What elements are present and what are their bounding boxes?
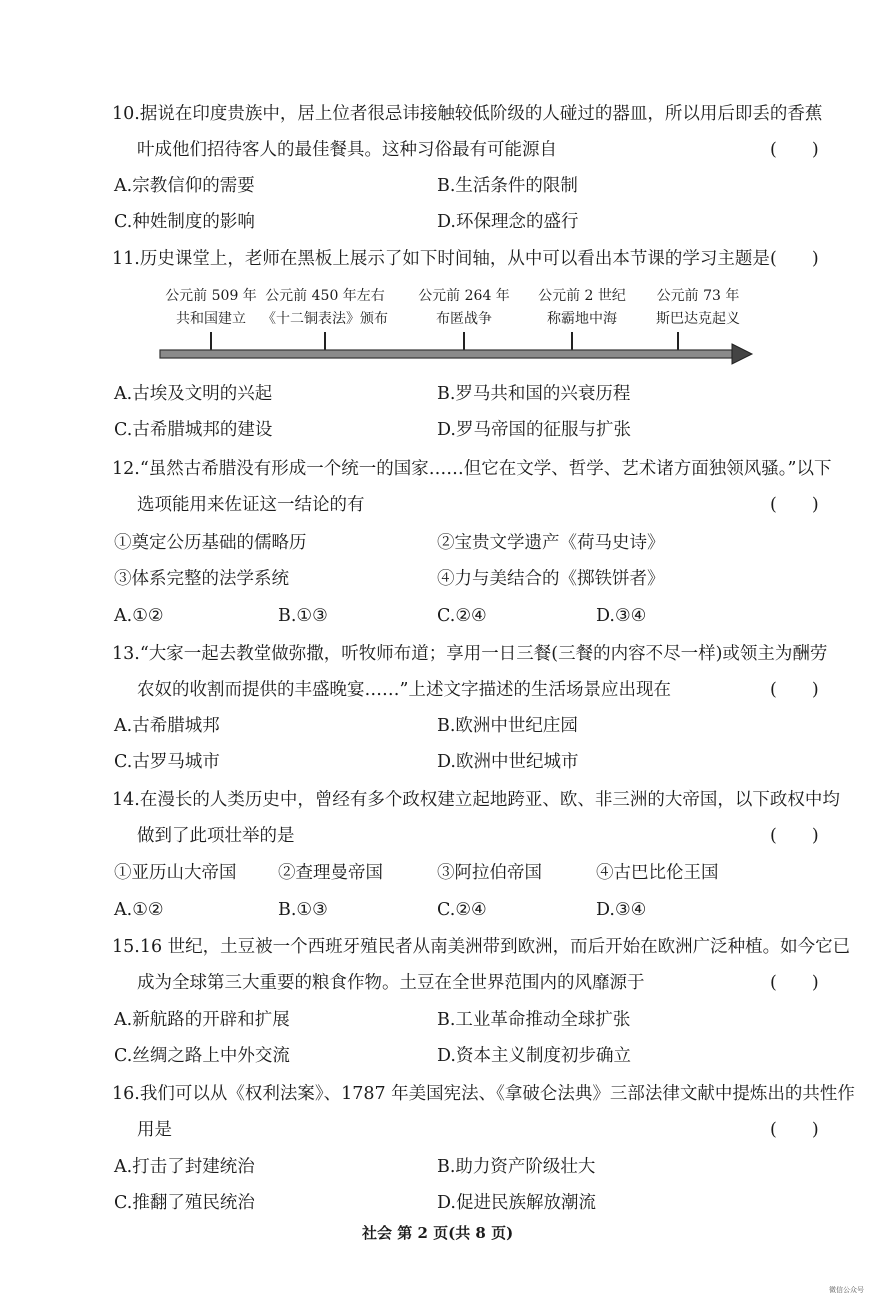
q11-stem-line1: 11.历史课堂上，老师在黑板上展示了如下时间轴，从中可以看出本节课的学习主题是 [112, 249, 770, 269]
q13-answer-bracket: ( ) [770, 680, 819, 700]
q15-stem-line1: 15.16 世纪，土豆被一个西班牙殖民者从南美洲带到欧洲，而后开始在欧洲广泛种植。如今它已 [112, 937, 851, 957]
timeline-event-5: 斯巴达克起义 [656, 311, 740, 327]
q15-option-d: D.资本主义制度初步确立 [437, 1046, 631, 1066]
q14-option-a: A.①② [114, 900, 164, 920]
q12-stem-line2: 选项能用来佐证这一结论的有 [137, 495, 365, 515]
q14-stem-line2: 做到了此项壮举的是 [137, 826, 295, 846]
page-footer: 社会 第 2 页(共 8 页) [362, 1224, 514, 1242]
q10-option-a: A.宗教信仰的需要 [114, 176, 255, 196]
q12-item-2: ②宝贵文学遗产《荷马史诗》 [437, 533, 665, 553]
q11-option-b: B.罗马共和国的兴衰历程 [437, 384, 631, 404]
timeline-date-3: 公元前 264 年 [418, 288, 510, 304]
q11-option-a: A.古埃及文明的兴起 [114, 384, 273, 404]
q14-option-d: D.③④ [596, 900, 647, 920]
q13-stem-line2: 农奴的收割而提供的丰盛晚宴……”上述文字描述的生活场景应出现在 [137, 680, 671, 700]
q10-option-c: C.种姓制度的影响 [114, 212, 255, 232]
q11-option-c: C.古希腊城邦的建设 [114, 420, 273, 440]
q13-option-b: B.欧洲中世纪庄园 [437, 716, 578, 736]
q14-item-2: ②查理曼帝国 [278, 863, 383, 883]
q13-option-a: A.古希腊城邦 [114, 716, 220, 736]
q12-answer-bracket: ( ) [770, 495, 819, 515]
q14-option-b: B.①③ [278, 900, 328, 920]
q16-option-a: A.打击了封建统治 [114, 1157, 255, 1177]
q10-answer-bracket: ( ) [770, 140, 819, 160]
q15-option-a: A.新航路的开辟和扩展 [114, 1010, 290, 1030]
q12-option-c: C.②④ [437, 606, 487, 626]
q14-answer-bracket: ( ) [770, 826, 819, 846]
q11-answer-bracket: ( ) [770, 249, 819, 269]
q14-item-3: ③阿拉伯帝国 [437, 863, 542, 883]
timeline-date-1: 公元前 509 年 [165, 288, 257, 304]
q15-answer-bracket: ( ) [770, 973, 819, 993]
q16-answer-bracket: ( ) [770, 1120, 819, 1140]
q13-stem-line1: 13.“大家一起去教堂做弥撒，听牧师布道；享用一日三餐(三餐的内容不尽一样)或领主为酬劳 [112, 644, 828, 664]
q12-option-a: A.①② [114, 606, 164, 626]
timeline-date-2: 公元前 450 年左右 [265, 288, 385, 304]
q16-stem-line2: 用是 [137, 1120, 172, 1140]
timeline-event-4: 称霸地中海 [547, 311, 617, 327]
q12-option-b: B.①③ [278, 606, 328, 626]
q15-option-b: B.工业革命推动全球扩张 [437, 1010, 631, 1030]
q15-option-c: C.丝绸之路上中外交流 [114, 1046, 290, 1066]
q10-stem-line2: 叶成他们招待客人的最佳餐具。这种习俗最有可能源自 [137, 140, 557, 160]
q16-option-c: C.推翻了殖民统治 [114, 1193, 255, 1213]
q14-stem-line1: 14.在漫长的人类历史中，曾经有多个政权建立起地跨亚、欧、非三洲的大帝国，以下政权中均 [112, 790, 840, 810]
q13-option-d: D.欧洲中世纪城市 [437, 752, 579, 772]
q10-stem-line1: 10.据说在印度贵族中，居上位者很忌讳接触较低阶级的人碰过的器皿，所以用后即丢的香蕉 [112, 104, 823, 124]
q12-stem-line1: 12.“虽然古希腊没有形成一个统一的国家……但它在文学、哲学、艺术诸方面独领风骚。”以下 [112, 459, 832, 479]
q11-option-d: D.罗马帝国的征服与扩张 [437, 420, 631, 440]
q15-stem-line2: 成为全球第三大重要的粮食作物。土豆在全世界范围内的风靡源于 [137, 973, 645, 993]
q12-item-1: ①奠定公历基础的儒略历 [114, 533, 307, 553]
q10-option-d: D.环保理念的盛行 [437, 212, 579, 232]
q16-option-b: B.助力资产阶级壮大 [437, 1157, 596, 1177]
timeline-date-4: 公元前 2 世纪 [538, 288, 626, 304]
q14-item-4: ④古巴比伦王国 [596, 863, 719, 883]
timeline-arrow [158, 343, 754, 367]
watermark: 微信公众号 [829, 1286, 864, 1294]
q12-item-3: ③体系完整的法学系统 [114, 569, 289, 589]
q14-item-1: ①亚历山大帝国 [114, 863, 237, 883]
timeline-event-2: 《十二铜表法》颁布 [262, 311, 388, 327]
q14-option-c: C.②④ [437, 900, 487, 920]
q12-option-d: D.③④ [596, 606, 647, 626]
timeline-date-5: 公元前 73 年 [656, 288, 740, 304]
timeline-event-3: 布匿战争 [436, 311, 492, 327]
q13-option-c: C.古罗马城市 [114, 752, 220, 772]
q12-item-4: ④力与美结合的《掷铁饼者》 [437, 569, 665, 589]
q16-option-d: D.促进民族解放潮流 [437, 1193, 596, 1213]
timeline-event-1: 共和国建立 [176, 311, 246, 327]
q10-option-b: B.生活条件的限制 [437, 176, 578, 196]
q16-stem-line1: 16.我们可以从《权利法案》、1787 年美国宪法、《拿破仑法典》三部法律文献中提炼出的共性作 [112, 1084, 855, 1104]
